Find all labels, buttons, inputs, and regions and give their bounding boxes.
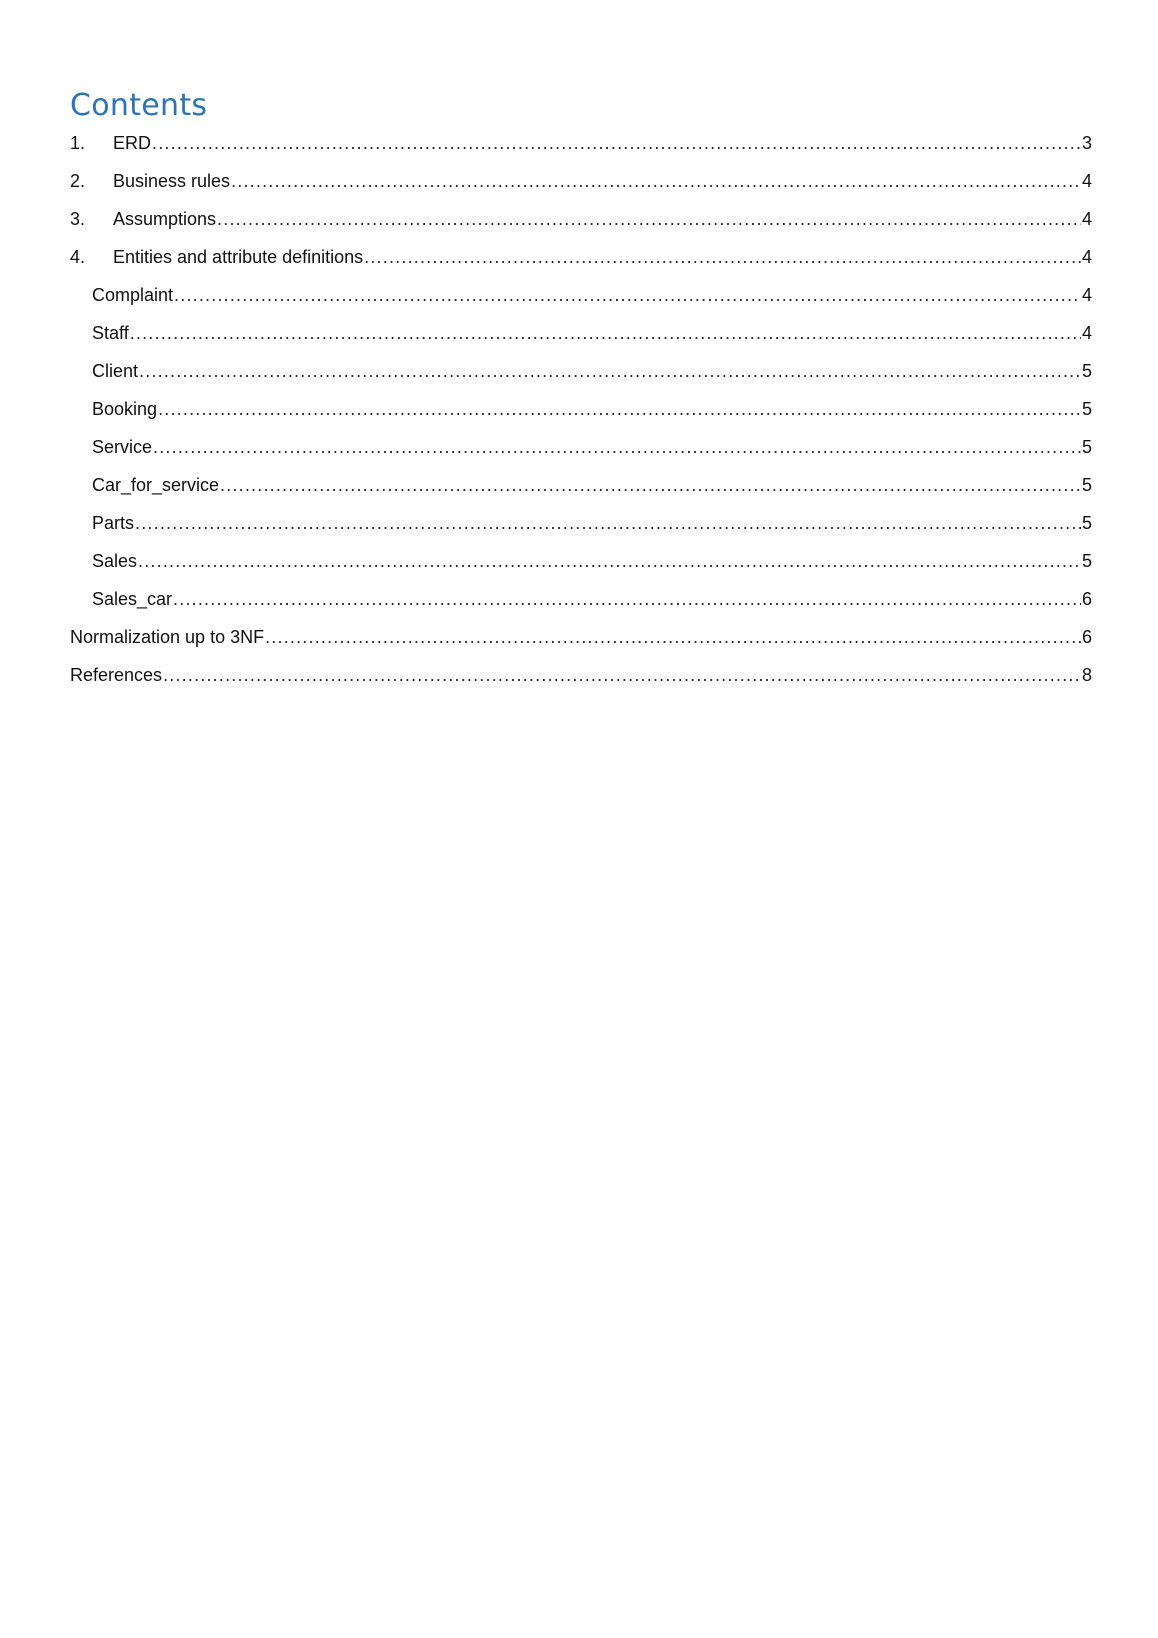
- toc-list: [70, 131, 1092, 701]
- toc-entry-erd[interactable]: [70, 131, 1092, 169]
- toc-entry-page: 6: [1081, 589, 1092, 609]
- toc-entry-assumptions[interactable]: [70, 207, 1092, 245]
- toc-entry-page: 4: [1081, 323, 1092, 343]
- toc-entry-page: 4: [1081, 209, 1092, 229]
- dot-leader: [220, 473, 1081, 497]
- toc-entry-number: 1.: [70, 133, 86, 153]
- toc-entry-client[interactable]: [70, 359, 1092, 397]
- toc-entry-label: Booking: [92, 399, 158, 419]
- toc-entry-label: Entities and attribute definitions: [113, 247, 364, 267]
- toc-entry-label: Parts: [92, 513, 135, 533]
- toc-entry-page: 5: [1081, 399, 1092, 419]
- toc-entry-page: 4: [1081, 171, 1092, 191]
- toc-entry-page: 5: [1081, 513, 1092, 533]
- toc-entry-page: 5: [1081, 475, 1092, 495]
- toc-entry-label: Business rules: [113, 171, 231, 191]
- toc-entry-page: 6: [1081, 627, 1092, 647]
- toc-entry-label: Assumptions: [113, 209, 217, 229]
- toc-entry-label: Complaint: [92, 285, 174, 305]
- toc-entry-page: 8: [1081, 665, 1092, 685]
- toc-entry-parts[interactable]: [70, 511, 1092, 549]
- toc-entry-page: 3: [1081, 133, 1092, 153]
- dot-leader: [173, 587, 1081, 611]
- dot-leader: [138, 549, 1081, 573]
- dot-leader: [135, 511, 1081, 535]
- dot-leader: [139, 359, 1081, 383]
- dot-leader: [153, 435, 1081, 459]
- toc-entry-booking[interactable]: [70, 397, 1092, 435]
- toc-entry-car-for-service[interactable]: [70, 473, 1092, 511]
- dot-leader: [152, 131, 1081, 155]
- toc-entry-label: Staff: [92, 323, 129, 343]
- toc-entry-number: 3.: [70, 209, 86, 229]
- toc-entry-sales[interactable]: [70, 549, 1092, 587]
- toc-title: Contents: [70, 88, 208, 123]
- toc-entry-normalization[interactable]: [70, 625, 1092, 663]
- toc-entry-label: Client: [92, 361, 139, 381]
- toc-entry-label: References: [70, 665, 163, 685]
- toc-entry-label: Normalization up to 3NF: [70, 627, 265, 647]
- dot-leader: [231, 169, 1081, 193]
- toc-entry-label: Service: [92, 437, 153, 457]
- toc-entry-business-rules[interactable]: [70, 169, 1092, 207]
- toc-entry-sales-car[interactable]: [70, 587, 1092, 625]
- dot-leader: [217, 207, 1081, 231]
- toc-entry-number: 4.: [70, 247, 86, 267]
- toc-entry-number: 2.: [70, 171, 86, 191]
- dot-leader: [364, 245, 1081, 269]
- toc-entry-page: 5: [1081, 551, 1092, 571]
- toc-entry-label: Car_for_service: [92, 475, 220, 495]
- toc-entry-staff[interactable]: [70, 321, 1092, 359]
- toc-entry-page: 4: [1081, 247, 1092, 267]
- toc-entry-page: 5: [1081, 361, 1092, 381]
- toc-entry-label: Sales_car: [92, 589, 173, 609]
- dot-leader: [163, 663, 1081, 687]
- toc-entry-page: 4: [1081, 285, 1092, 305]
- dot-leader: [158, 397, 1081, 421]
- toc-entry-complaint[interactable]: [70, 283, 1092, 321]
- toc-entry-service[interactable]: [70, 435, 1092, 473]
- toc-entry-label: Sales: [92, 551, 138, 571]
- toc-entry-entities[interactable]: [70, 245, 1092, 283]
- toc-entry-label: ERD: [113, 133, 152, 153]
- dot-leader: [265, 625, 1081, 649]
- dot-leader: [174, 283, 1081, 307]
- toc-entry-page: 5: [1081, 437, 1092, 457]
- dot-leader: [130, 321, 1081, 345]
- toc-entry-references[interactable]: [70, 663, 1092, 701]
